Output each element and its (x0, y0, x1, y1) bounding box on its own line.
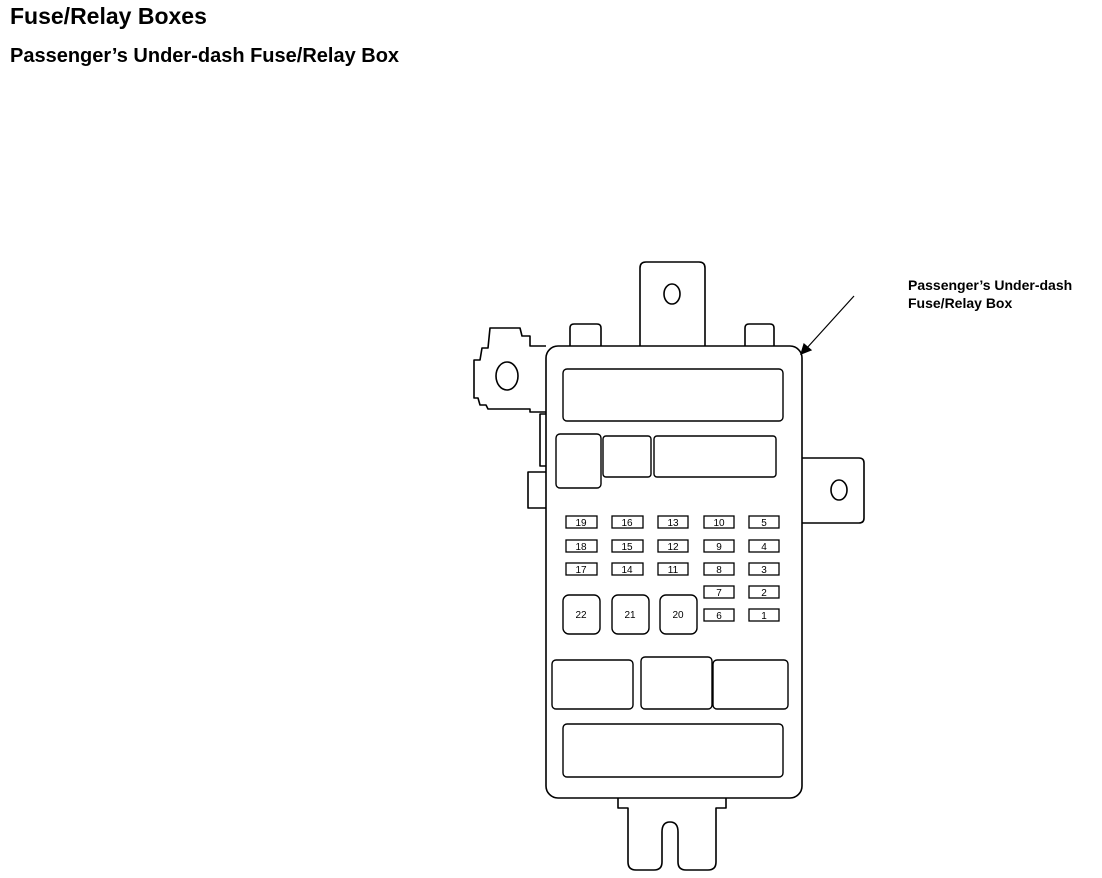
page-title: Fuse/Relay Boxes (10, 3, 207, 29)
fuse-11 (658, 563, 688, 576)
fuse-14 (612, 563, 643, 576)
fuse-6 (704, 609, 734, 622)
left-clip-lower (528, 472, 546, 508)
relay-slot-wide (654, 436, 776, 477)
left-clip-upper (540, 414, 546, 466)
svg-text:22: 22 (575, 610, 587, 621)
svg-text:8: 8 (716, 565, 722, 576)
fuse-16 (612, 516, 643, 529)
svg-text:2: 2 (761, 588, 767, 599)
svg-text:12: 12 (667, 542, 679, 553)
fuse-22 (563, 595, 600, 634)
fuse-9 (704, 540, 734, 553)
top-clip-right (745, 324, 774, 346)
top-tab-hole (664, 284, 680, 304)
fuse-13 (658, 516, 688, 529)
fuse-21 (612, 595, 649, 634)
svg-text:15: 15 (621, 542, 633, 553)
fuse-3 (749, 563, 779, 576)
svg-text:10: 10 (713, 518, 725, 529)
svg-text:21: 21 (624, 610, 636, 621)
svg-text:1: 1 (761, 611, 767, 622)
svg-text:19: 19 (575, 518, 587, 529)
fuse-2 (749, 586, 779, 599)
svg-text:18: 18 (575, 542, 587, 553)
svg-text:13: 13 (667, 518, 679, 529)
callout-line-1: Passenger’s Under-dash (908, 277, 1073, 293)
svg-text:14: 14 (621, 565, 633, 576)
fuse-1 (749, 609, 779, 622)
svg-text:9: 9 (716, 542, 722, 553)
lower-relay-left (552, 660, 633, 709)
lower-relay-right (713, 660, 788, 709)
left-bracket-hole (496, 362, 518, 390)
relay-slot-small-left (556, 434, 601, 488)
callout-line-2: Fuse/Relay Box (908, 295, 1013, 311)
svg-text:16: 16 (621, 518, 633, 529)
callout-arrow (801, 296, 854, 354)
fuse-8 (704, 563, 734, 576)
fuse-20 (660, 595, 697, 634)
fuse-18 (566, 540, 597, 553)
upper-relay-slot (563, 369, 783, 421)
page-subtitle: Passenger’s Under-dash Fuse/Relay Box (10, 45, 400, 67)
svg-text:11: 11 (667, 565, 679, 576)
relay-slot-small-mid (603, 436, 651, 477)
fuse-4 (749, 540, 779, 553)
svg-text:4: 4 (761, 542, 767, 553)
fuse-10 (704, 516, 734, 529)
fuse-17 (566, 563, 597, 576)
svg-text:6: 6 (716, 611, 722, 622)
lower-relay-mid (641, 657, 712, 709)
svg-text:17: 17 (575, 565, 587, 576)
fuse-5 (749, 516, 779, 529)
bottom-connector (618, 798, 726, 870)
fuse-19 (566, 516, 597, 529)
svg-text:5: 5 (761, 518, 767, 529)
fuse-12 (658, 540, 688, 553)
right-tab-hole (831, 480, 847, 500)
top-clip-left (570, 324, 601, 346)
svg-text:3: 3 (761, 565, 767, 576)
bottom-relay-slot (563, 724, 783, 777)
svg-text:7: 7 (716, 588, 722, 599)
fuse-7 (704, 586, 734, 599)
fuse-15 (612, 540, 643, 553)
svg-text:20: 20 (672, 610, 684, 621)
